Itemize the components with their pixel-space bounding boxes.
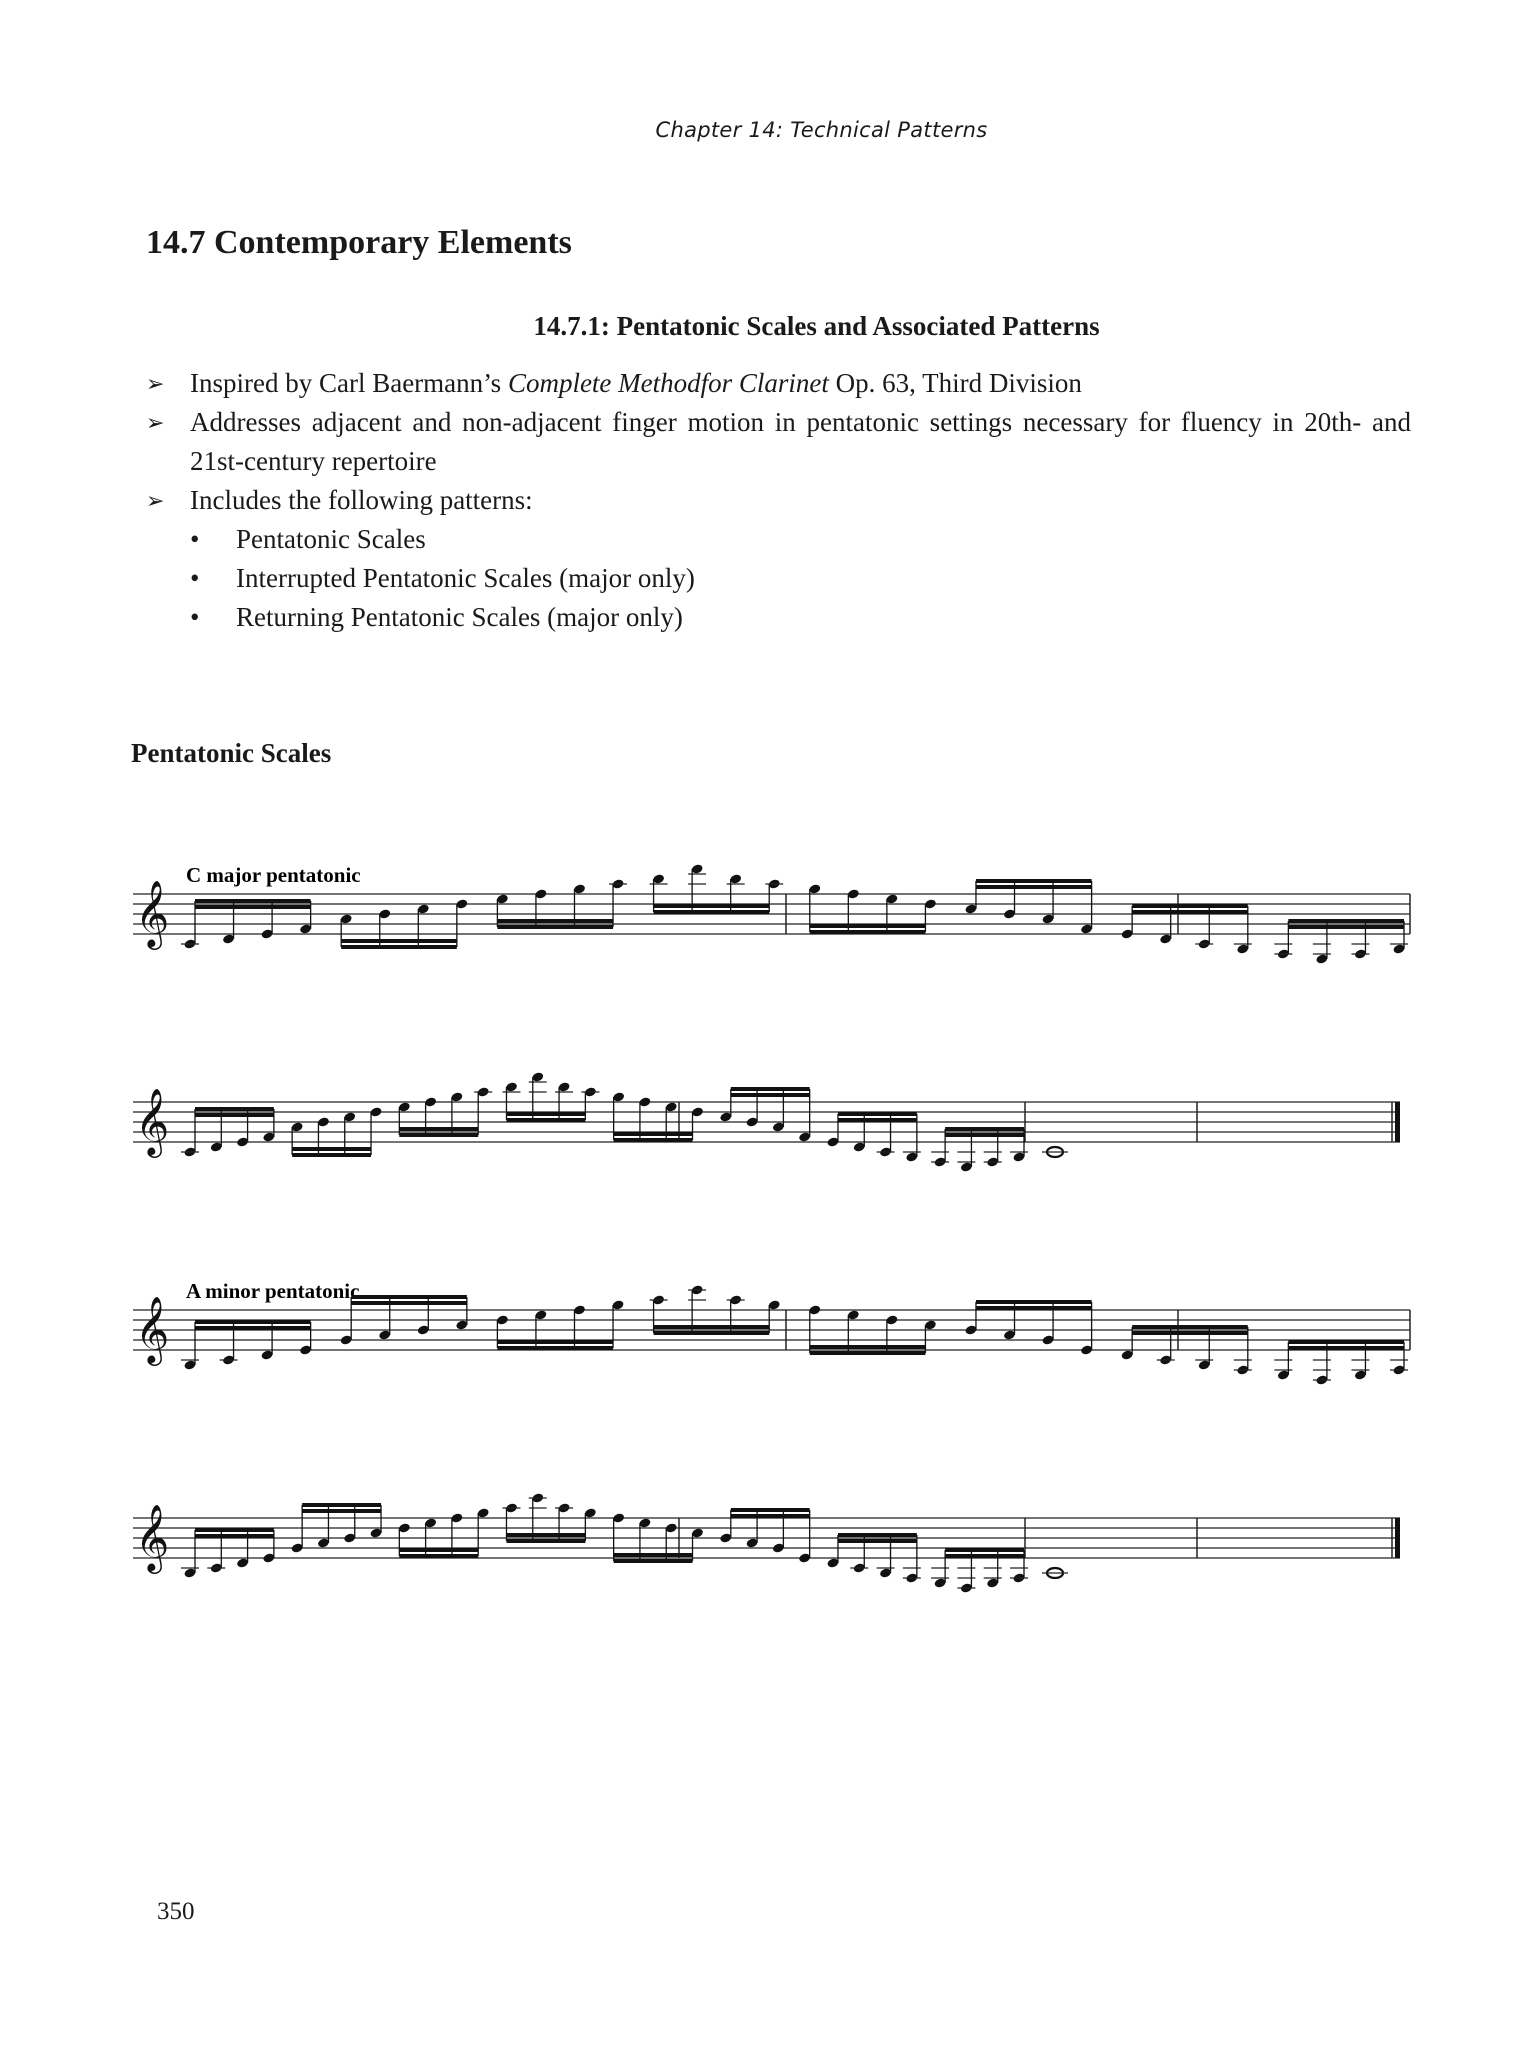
section-title: 14.7 Contemporary Elements (146, 224, 572, 261)
running-header: Chapter 14: Technical Patterns (655, 118, 988, 142)
intro-book-title: Complete Methodfor Clarinet (507, 368, 829, 398)
arrow-bullet-icon: ➢ (146, 488, 165, 513)
staff-label-c-major: C major pentatonic (186, 863, 361, 887)
final-bar-line (1395, 1102, 1400, 1142)
intro-text: Inspired by Carl Baermann’s (190, 368, 508, 398)
arrow-bullet-icon: ➢ (146, 371, 165, 396)
sub-bullet-text: Interrupted Pentatonic Scales (major only) (236, 563, 695, 593)
dot-bullet-icon: • (190, 563, 200, 593)
page-number: 350 (157, 1898, 195, 1925)
sub-bullet-text: Pentatonic Scales (236, 524, 426, 554)
intro-text-end: Op. 63, Third Division (828, 368, 1082, 398)
treble-clef-icon: 𝄞 (135, 1503, 170, 1571)
bullet-text: Addresses adjacent and non-adjacent finger motion in pentatonic settings necessary for fluency in 20th- and 21st-century repertoire (190, 407, 1411, 476)
final-bar-line (1395, 1518, 1400, 1558)
arrow-bullet-icon: ➢ (146, 410, 165, 435)
staff-label-a-minor: A minor pentatonic (186, 1279, 360, 1303)
dot-bullet-icon: • (190, 602, 200, 632)
music-heading: Pentatonic Scales (131, 738, 332, 768)
sub-bullet-text: Returning Pentatonic Scales (major only) (236, 602, 683, 632)
dot-bullet-icon: • (190, 524, 200, 554)
treble-clef-icon: 𝄞 (135, 879, 170, 947)
bullet-text: Includes the following patterns: (190, 485, 533, 515)
treble-clef-icon: 𝄞 (135, 1295, 170, 1363)
treble-clef-icon: 𝄞 (135, 1087, 170, 1155)
subsection-title: 14.7.1: Pentatonic Scales and Associated Patterns (533, 311, 1100, 341)
